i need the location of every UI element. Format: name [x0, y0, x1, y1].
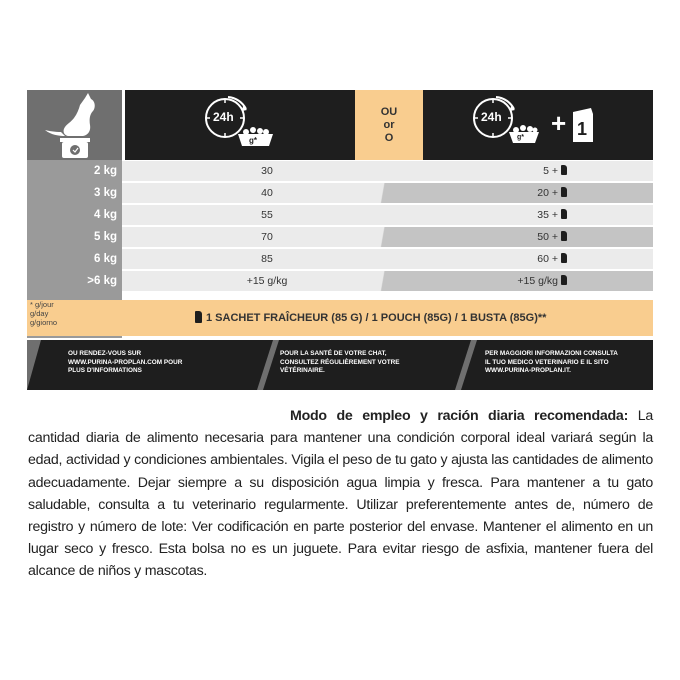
- pouch-icon: [195, 311, 202, 323]
- footer-col-fr-vet: POUR LA SANTÉ DE VOTRE CHAT, CONSULTEZ RÉGULIÈREMENT VOTRE VÉTÉRINAIRE.: [280, 350, 400, 374]
- or-separator: [355, 90, 423, 160]
- pouch-icon: [561, 275, 567, 285]
- or-line-it: O: [384, 131, 394, 144]
- dry-amount-cell: +15 g/kg: [246, 275, 288, 287]
- weight-cell: 4 kg: [93, 209, 117, 221]
- table-row: [27, 271, 653, 291]
- pouch-icon: [561, 187, 567, 197]
- weight-cell: 6 kg: [93, 253, 117, 265]
- weight-cell: >6 kg: [87, 275, 117, 287]
- cat-scale-header: [27, 90, 122, 160]
- legend-pouch-note: [195, 300, 595, 336]
- mix-amount-cell: 5 +: [447, 161, 567, 181]
- or-line-fr: OU: [380, 105, 398, 118]
- weight-cell: 3 kg: [93, 187, 117, 199]
- clock-bowl-icon: [125, 90, 355, 160]
- mix-count-label: 1: [577, 119, 588, 139]
- table-row: [27, 227, 653, 247]
- footer-col-it: PER MAGGIORI INFORMAZIONI CONSULTA IL TUO MEDICO VETERINARIO E IL SITO WWW.PURINA-PROPLAN.IT.: [485, 350, 618, 374]
- mix-plus-label: +: [551, 108, 567, 138]
- unit-fr: * g/jour: [30, 300, 54, 309]
- weight-cell: 2 kg: [93, 165, 117, 177]
- dry-amount-cell: 30: [261, 165, 273, 177]
- or-line-en: or: [383, 118, 395, 131]
- table-row: [27, 161, 653, 181]
- footer-col-fr-web: OU RENDEZ-VOUS SUR WWW.PURINA-PROPLAN.COM POUR PLUS D'INFORMATIONS: [68, 350, 183, 374]
- pouch-icon: [561, 165, 567, 175]
- pouch-icon: [561, 231, 567, 241]
- mix-hours-label: 24h: [481, 110, 502, 124]
- legend-units: [30, 300, 100, 327]
- mix-amount-cell: 35 +: [447, 205, 567, 225]
- usage-body: La cantidad diaria de alimento necesaria para mantener una condición corporal ideal variará según la edad, actividad y condiciones ambientales. Vigila el peso de tu gato y ajusta las cantidades de alimento adecuadamente. Dejar siempre a su disposición agua limpia y fresca. Para mantener a tu gato saludable, consulta a tu veterinario regularmente. Utilizar preferentemente antes de, número de registro y número de lote: Ver codificación en parte posterior del envase. Mantener el alimento en un lugar seco y fresco. Esta bolsa no es un juguete. Para evitar riesgo de asfixia, mantener fuera del alcance de niños y mascotas.: [28, 408, 653, 580]
- dry-hours-label: 24h: [213, 110, 234, 124]
- dry-amount-cell: 55: [261, 209, 273, 221]
- dry-food-header: [125, 90, 355, 160]
- mix-amount-cell: 20 +: [447, 183, 567, 203]
- pouch-icon: [561, 253, 567, 263]
- mix-amount-cell: 60 +: [447, 249, 567, 269]
- dry-amount-cell: 40: [261, 187, 273, 199]
- dry-amount-cell: 70: [261, 231, 273, 243]
- legend-text: 1 SACHET FRAÎCHEUR (85 G) / 1 POUCH (85G) / 1 BUSTA (85G)**: [206, 312, 547, 324]
- unit-it: g/giorno: [30, 318, 58, 327]
- pouch-icon: [561, 209, 567, 219]
- mix-unit-label: g*: [517, 134, 524, 141]
- table-row: [27, 205, 653, 225]
- cat-on-scale-icon: [27, 90, 122, 160]
- table-row: [27, 249, 653, 269]
- unit-en: g/day: [30, 309, 49, 318]
- table-row: [27, 183, 653, 203]
- mix-amount-cell: 50 +: [447, 227, 567, 247]
- usage-heading: Modo de empleo y ración diaria recomendada:: [290, 408, 629, 424]
- mixed-food-header: [423, 90, 653, 160]
- mix-amount-cell: +15 g/kg: [447, 271, 567, 291]
- dry-amount-cell: 85: [261, 253, 273, 265]
- weight-cell: 5 kg: [93, 231, 117, 243]
- clock-bowl-pouch-icon: [423, 90, 653, 160]
- dry-unit-label: g*: [249, 136, 257, 145]
- usage-paragraph: [28, 405, 653, 583]
